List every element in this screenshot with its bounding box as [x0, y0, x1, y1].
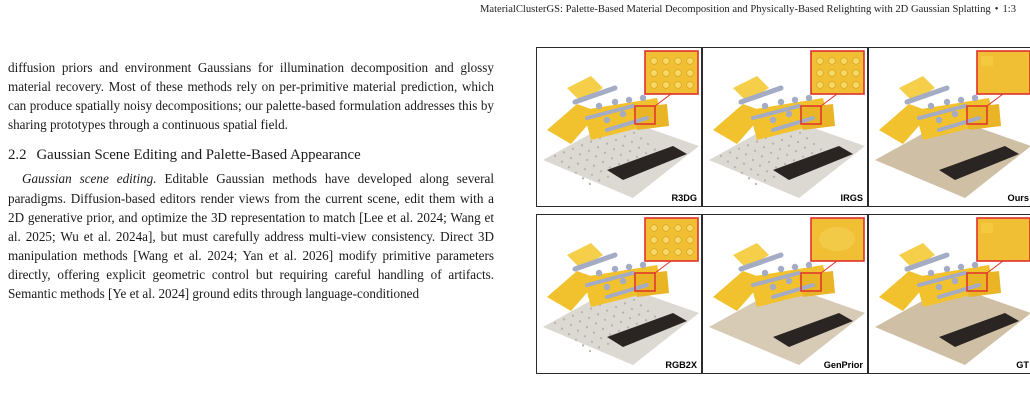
inset-stud — [687, 70, 694, 77]
stud-dot — [636, 323, 638, 325]
stud-dot — [590, 308, 592, 310]
inset-stud — [663, 58, 670, 65]
yellow-cab — [799, 271, 835, 297]
stud-dot — [577, 330, 579, 332]
stud-dot — [575, 172, 577, 174]
stud-dot — [638, 147, 640, 149]
stud-dot — [618, 330, 620, 332]
stud-dot — [582, 344, 584, 346]
stud-dot — [747, 144, 749, 146]
paragraph-intro: diffusion priors and environment Gaussians for illumination decomposition and glossy material recovery. Most of these methods rely on per-primitive material prediction, which can produce spatially noisy decompositions; our palette-based formulation addresses this by sharing prototypes through a continuous spatial field. — [8, 60, 494, 133]
stud-dot — [604, 319, 606, 321]
yellow-cab — [799, 104, 835, 130]
gray-joint — [958, 264, 964, 270]
section-number: 2.2 — [8, 147, 27, 164]
panel-genprior — [702, 214, 868, 374]
stud-dot — [607, 343, 609, 345]
panel-label: R3DG — [671, 193, 697, 203]
gray-joint — [620, 278, 626, 284]
gray-joint — [928, 103, 934, 109]
gray-joint — [604, 284, 610, 290]
inset-stud — [829, 58, 836, 65]
inset-stud — [687, 82, 694, 89]
stud-dot — [572, 315, 574, 317]
stud-dot — [631, 308, 633, 310]
section-title: Gaussian Scene Editing and Palette-Based Appearance — [36, 147, 361, 164]
stud-dot — [589, 183, 591, 185]
panel-gt — [868, 214, 1030, 374]
stud-dot — [611, 157, 613, 159]
stud-dot — [781, 139, 783, 141]
running-header — [480, 4, 1016, 15]
stud-dot — [606, 143, 608, 145]
render-image — [537, 48, 701, 206]
stud-dot — [743, 163, 745, 165]
page-number: 1:3 — [1002, 4, 1016, 15]
stud-dot — [593, 165, 595, 167]
yellow-cab — [965, 104, 1001, 130]
stud-dot — [804, 147, 806, 149]
inset-stud — [675, 70, 682, 77]
stud-dot — [568, 166, 570, 168]
inset-stud — [663, 237, 670, 244]
stud-dot — [633, 299, 635, 301]
stud-dot — [579, 320, 581, 322]
render-image — [869, 215, 1030, 373]
stud-dot — [597, 313, 599, 315]
stud-dot — [788, 145, 790, 147]
stud-dot — [563, 151, 565, 153]
gray-joint — [762, 103, 768, 109]
stud-dot — [586, 159, 588, 161]
stud-dot — [568, 333, 570, 335]
stud-dot — [607, 176, 609, 178]
paragraph-editing — [8, 169, 494, 303]
stud-dot — [645, 152, 647, 154]
stud-dot — [802, 156, 804, 158]
inset-stud — [651, 249, 658, 256]
stud-dot — [640, 137, 642, 139]
stud-dot — [572, 148, 574, 150]
stud-dot — [600, 337, 602, 339]
stud-dot — [570, 324, 572, 326]
inset-stud — [663, 225, 670, 232]
gray-joint — [770, 284, 776, 290]
gray-joint — [786, 111, 792, 117]
stud-dot — [813, 143, 815, 145]
stud-dot — [638, 314, 640, 316]
stud-dot — [755, 183, 757, 185]
stud-dot — [756, 141, 758, 143]
stud-dot — [593, 332, 595, 334]
gray-joint — [770, 117, 776, 123]
stud-dot — [554, 322, 556, 324]
stud-dot — [777, 157, 779, 159]
stud-dot — [775, 167, 777, 169]
inset-stud — [817, 58, 824, 65]
inset-stud — [687, 225, 694, 232]
inset-stud — [675, 58, 682, 65]
stud-dot — [647, 143, 649, 145]
stud-dot — [738, 148, 740, 150]
stud-dot — [627, 326, 629, 328]
stud-dot — [570, 157, 572, 159]
stud-dot — [797, 141, 799, 143]
stud-dot — [618, 163, 620, 165]
stud-dot — [597, 146, 599, 148]
panel-label: Ours — [1007, 193, 1029, 203]
panel-irgs — [702, 47, 868, 207]
gray-joint — [626, 264, 632, 270]
stud-dot — [727, 161, 729, 163]
panel-label: GT — [1016, 360, 1029, 370]
stud-dot — [575, 339, 577, 341]
inset-stud — [651, 82, 658, 89]
gray-joint — [612, 266, 618, 272]
inset-highlight — [981, 56, 993, 66]
gray-joint — [604, 117, 610, 123]
stud-dot — [773, 176, 775, 178]
gray-joint — [792, 97, 798, 103]
gray-joint — [936, 284, 942, 290]
inset-stud — [817, 82, 824, 89]
stud-dot — [561, 328, 563, 330]
stud-dot — [764, 179, 766, 181]
stud-dot — [600, 170, 602, 172]
gray-joint — [596, 103, 602, 109]
stud-dot — [613, 148, 615, 150]
stud-dot — [581, 311, 583, 313]
inset-stud — [663, 70, 670, 77]
inset-stud — [841, 70, 848, 77]
panel-label: RGB2X — [665, 360, 697, 370]
inset-stud — [853, 58, 860, 65]
inset-stud — [651, 225, 658, 232]
gray-joint — [596, 270, 602, 276]
panel-rgb2x — [536, 214, 702, 374]
inset-stud — [841, 82, 848, 89]
stud-dot — [640, 304, 642, 306]
stud-dot — [595, 322, 597, 324]
stud-dot — [772, 143, 774, 145]
stud-dot — [779, 148, 781, 150]
stud-dot — [620, 321, 622, 323]
inset-blur — [819, 227, 855, 251]
stud-dot — [752, 159, 754, 161]
gray-joint — [786, 278, 792, 284]
stud-dot — [622, 145, 624, 147]
stud-dot — [629, 150, 631, 152]
stud-dot — [811, 152, 813, 154]
stud-dot — [790, 135, 792, 137]
stud-dot — [588, 317, 590, 319]
stud-dot — [589, 350, 591, 352]
stud-dot — [591, 341, 593, 343]
stud-dot — [602, 328, 604, 330]
stud-dot — [604, 152, 606, 154]
yellow-cab — [633, 104, 669, 130]
stud-dot — [579, 153, 581, 155]
stud-dot — [624, 135, 626, 137]
inset-stud — [675, 82, 682, 89]
gray-joint — [944, 266, 950, 272]
inset-stud — [663, 82, 670, 89]
stud-dot — [784, 163, 786, 165]
header-separator: • — [994, 4, 999, 15]
gray-joint — [762, 270, 768, 276]
stud-dot — [629, 317, 631, 319]
stud-dot — [622, 312, 624, 314]
inset-stud — [829, 82, 836, 89]
stud-dot — [602, 161, 604, 163]
gray-joint — [806, 262, 812, 268]
stud-dot — [647, 310, 649, 312]
inset-stud — [687, 237, 694, 244]
stud-dot — [654, 149, 656, 151]
stud-dot — [563, 318, 565, 320]
stud-dot — [820, 149, 822, 151]
stud-dot — [736, 157, 738, 159]
inset-stud — [853, 82, 860, 89]
render-image — [703, 215, 867, 373]
render-image — [703, 48, 867, 206]
stud-dot — [734, 166, 736, 168]
panel-r3dg — [536, 47, 702, 207]
inset-stud — [687, 58, 694, 65]
stud-dot — [595, 155, 597, 157]
panel-ours — [868, 47, 1030, 207]
inset-stud — [675, 237, 682, 244]
stud-dot — [586, 326, 588, 328]
render-image — [537, 215, 701, 373]
gray-joint — [626, 97, 632, 103]
stud-dot — [590, 141, 592, 143]
stud-dot — [741, 172, 743, 174]
yellow-cab — [965, 271, 1001, 297]
stud-dot — [729, 151, 731, 153]
stud-dot — [588, 150, 590, 152]
gray-joint — [778, 99, 784, 105]
stud-dot — [598, 346, 600, 348]
stud-dot — [786, 154, 788, 156]
inset-stud — [675, 249, 682, 256]
stud-dot — [754, 150, 756, 152]
stud-dot — [609, 167, 611, 169]
stud-dot — [745, 153, 747, 155]
stud-dot — [627, 159, 629, 161]
inset-stud — [817, 70, 824, 77]
inset-stud — [651, 58, 658, 65]
stud-dot — [561, 161, 563, 163]
gray-joint — [944, 99, 950, 105]
stud-dot — [768, 161, 770, 163]
gray-joint — [972, 95, 978, 101]
inset-stud — [829, 70, 836, 77]
paragraph-editing-text: Editable Gaussian methods have developed along several paradigms. Diffusion-based editors render views from the current scene, edit them with a 2D generative prior, and optimize the 3D representation to match [Lee et al. 2024; Wang et al. 2025; Wu et al. 2024a], but must carefully address multi-view consistency. Direct 3D manipulation methods [Wang et al. 2024; Yan et al. 2026] modify primitive parameters directly, offering explicit geometric control but requiring careful handling of artifacts. Semantic methods [Ye et al. 2024] ground edits through language-conditioned — [8, 171, 494, 302]
section-heading — [8, 146, 494, 165]
stud-dot — [554, 155, 556, 157]
stud-dot — [631, 141, 633, 143]
gray-joint — [620, 111, 626, 117]
gray-joint — [928, 270, 934, 276]
gray-joint — [806, 95, 812, 101]
stud-dot — [606, 310, 608, 312]
gray-joint — [952, 111, 958, 117]
gray-joint — [640, 262, 646, 268]
gray-joint — [958, 97, 964, 103]
gray-joint — [640, 95, 646, 101]
inset-highlight — [981, 223, 993, 233]
stud-dot — [581, 144, 583, 146]
text-column — [8, 58, 494, 303]
inset-stud — [663, 249, 670, 256]
stud-dot — [620, 154, 622, 156]
stud-dot — [609, 334, 611, 336]
stud-dot — [636, 156, 638, 158]
stud-dot — [757, 174, 759, 176]
inset-stud — [651, 70, 658, 77]
stud-dot — [598, 179, 600, 181]
stud-dot — [584, 168, 586, 170]
stud-dot — [759, 165, 761, 167]
stud-dot — [611, 324, 613, 326]
gray-joint — [778, 266, 784, 272]
gray-joint — [792, 264, 798, 270]
render-image — [869, 48, 1030, 206]
panel-label: IRGS — [840, 193, 863, 203]
stud-dot — [615, 139, 617, 141]
inset-stud — [841, 58, 848, 65]
stud-dot — [582, 177, 584, 179]
stud-dot — [615, 306, 617, 308]
inset-stud — [675, 225, 682, 232]
stud-dot — [766, 170, 768, 172]
stud-dot — [793, 159, 795, 161]
run-in-heading: Gaussian scene editing. — [22, 171, 157, 187]
panel-label: GenPrior — [823, 360, 863, 370]
inset-stud — [687, 249, 694, 256]
stud-dot — [577, 163, 579, 165]
stud-dot — [720, 155, 722, 157]
stud-dot — [645, 319, 647, 321]
stud-dot — [806, 137, 808, 139]
gray-joint — [936, 117, 942, 123]
stud-dot — [795, 150, 797, 152]
stud-dot — [770, 152, 772, 154]
stud-dot — [654, 316, 656, 318]
stud-dot — [613, 315, 615, 317]
stud-dot — [624, 302, 626, 304]
header-title: MaterialClusterGS: Palette-Based Material Decomposition and Physically-Based Relighting with 2D Gaussian Splatting — [479, 4, 991, 15]
stud-dot — [799, 132, 801, 134]
gray-joint — [612, 99, 618, 105]
yellow-cab — [633, 271, 669, 297]
stud-dot — [763, 146, 765, 148]
stud-dot — [750, 168, 752, 170]
inset-stud — [853, 70, 860, 77]
stud-dot — [584, 335, 586, 337]
stud-dot — [633, 132, 635, 134]
gray-joint — [972, 262, 978, 268]
stud-dot — [748, 177, 750, 179]
gray-joint — [952, 278, 958, 284]
stud-dot — [591, 174, 593, 176]
inset-stud — [651, 237, 658, 244]
stud-dot — [761, 155, 763, 157]
